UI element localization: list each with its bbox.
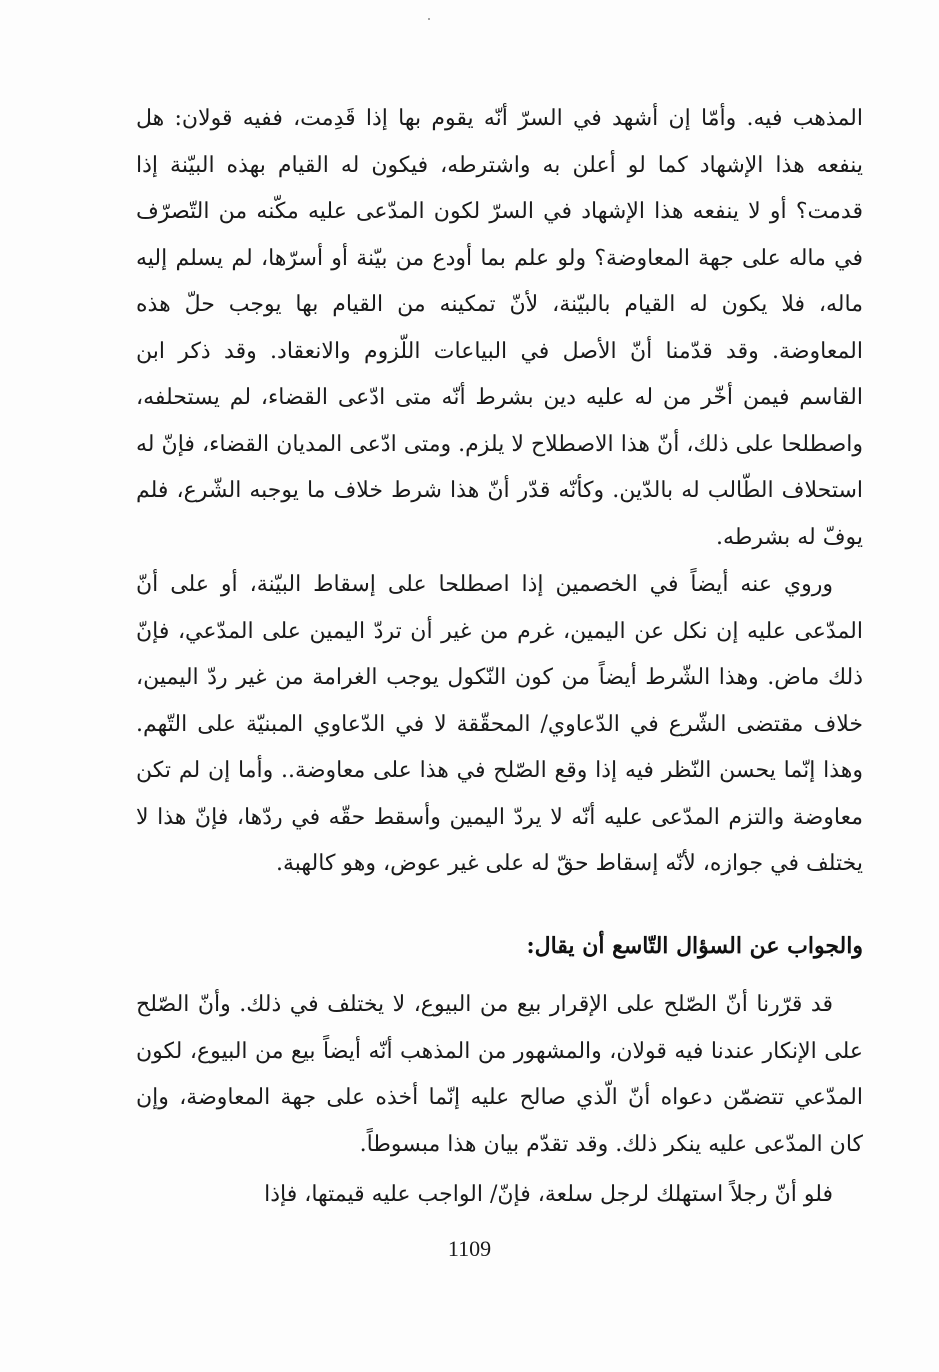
paragraph-2-text: وروي عنه أيضاً في الخصمين إذا اصطلحا على إسقاط البيّنة، أو على أنّ المدّعى عليه إن نكل عن اليمين، غرم من غير أن تردّ اليمين على المدّعي، فإنّ ذلك ماض. وهذا الشّرط أيضاً من كون النّكول يوجب الغرامة من غير ردّ اليمين، خلاف مقتضى الشّرع في الدّعاوي/ المحقّقة لا في الدّعاوي المبنيّة على التّهم. وهذا إنّما يحسن النّظر فيه إذا وقع الصّلح في هذا على معاوضة.. وأما إن لم تكن معاوضة والتزم المدّعى عليه أنّه لا يردّ اليمين وأسقط حقّه في ردّها، فإنّ هذا لا يختلف في جوازه، لأنّه إسقاط حقّ له على غير عوض، وهو كالهبة. bbox=[136, 572, 863, 876]
page-number: 1109 bbox=[447, 1236, 492, 1261]
paragraph-3-text: قد قرّرنا أنّ الصّلح على الإقرار بيع من البيوع، لا يختلف في ذلك. وأنّ الصّلح على الإنكار عندنا فيه قولان، والمشهور من المذهب أنّه أيضاً بيع من البيوع، لكون المدّعي تتضمّن دعواه أنّ الّذي صالح عليه إنّما أخذه على جهة المعاوضة، وإن كان المدّعى عليه ينكر ذلك. وقد تقدّم بيان هذا مبسوطاً. bbox=[136, 992, 863, 1157]
section-heading: والجواب عن السؤال التّاسع أن يقال: bbox=[526, 933, 863, 959]
paragraph-2 bbox=[136, 562, 863, 888]
paragraph-4 bbox=[136, 1172, 863, 1219]
paragraph-3 bbox=[136, 982, 863, 1168]
paragraph-1-text: المذهب فيه. وأمّا إن أشهد في السرّ أنّه يقوم بها إذا قَدِمت، ففيه قولان: هل ينفعه هذا الإشهاد كما لو أعلن به واشترطه، فيكون له القيام بهذه البيّنة إذا قدمت؟ أو لا ينفعه هذا الإشهاد في السرّ لكون المدّعى عليه مكّنه من التّصرّف في ماله على جهة المعاوضة؟ ولو علم بما أودع من بيّنة أو أسرّها، لم يسلم إليه ماله، فلا يكون له القيام بالبيّنة، لأنّ تمكينه من القيام بها يوجب حلّ هذه المعاوضة. وقد قدّمنا أنّ الأصل في البياعات اللّزوم والانعقاد. وقد ذكر ابن القاسم فيمن أخّر من له عليه دين بشرط أنّه متى ادّعى القضاء، لم يستحلفه، واصطلحا على ذلك، أنّ هذا الاصطلاح لا يلزم. ومتى ادّعى المديان القضاء، فإنّ له استحلاف الطّالب له بالدّين. وكأنّه قدّر أنّ هذا شرط خلاف ما يوجبه الشّرع، فلم يوفّ له بشرطه. bbox=[136, 106, 863, 550]
paragraph-4-text: فلو أنّ رجلاً استهلك لرجل سلعة، فإنّ/ الواجب عليه قيمتها، فإذا bbox=[264, 1182, 833, 1207]
scan-speck bbox=[428, 18, 430, 20]
paragraph-1 bbox=[136, 96, 863, 561]
